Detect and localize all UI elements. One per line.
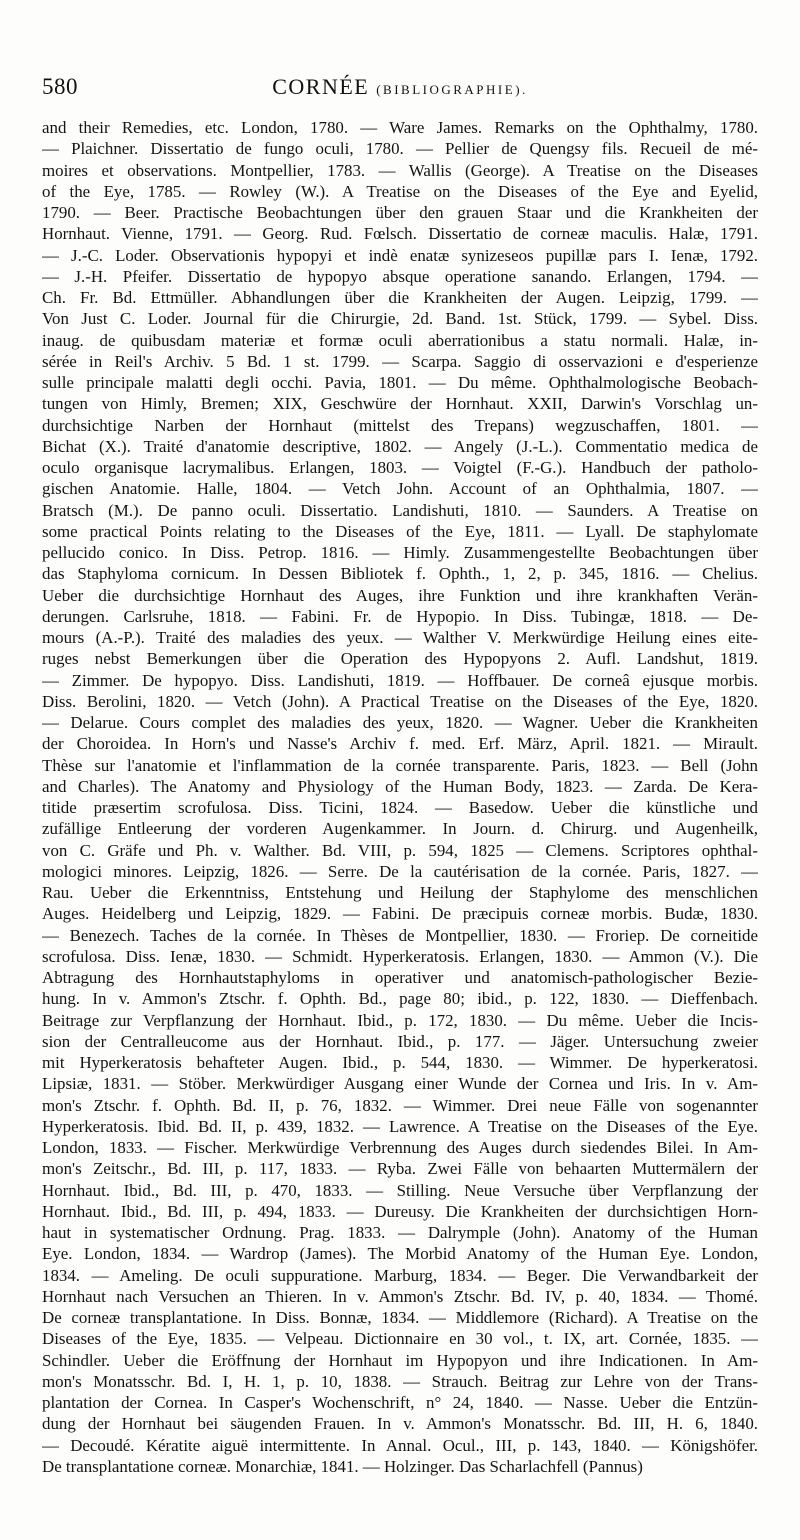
text-line: — Plaichner. Dissertatio de fungo oculi, 1780. — Pellier de Quengsy fils. Recueil de mé- xyxy=(42,139,758,159)
text-line: mon's Ztschr. f. Ophth. Bd. II, p. 76, 1832. — Wimmer. Drei neue Fälle von sogenannter xyxy=(42,1095,758,1115)
text-line: Hyperkeratosis. Ibid. Bd. II, p. 439, 1832. — Lawrence. A Treatise on the Diseases of the Eye. xyxy=(42,1116,758,1136)
text-line: and Charles). The Anatomy and Physiology of the Human Body, 1823. — Zarda. De Kera- xyxy=(42,776,758,796)
bibliography-text xyxy=(42,117,758,1477)
text-line: Thèse sur l'anatomie et l'inflammation de la cornée transparente. Paris, 1823. — Bell (John xyxy=(42,755,758,775)
text-line: titide præsertim scrofulosa. Diss. Ticini, 1824. — Basedow. Ueber die künstliche und xyxy=(42,798,758,817)
running-title-sub: (BIBLIOGRAPHIE). xyxy=(376,82,528,97)
running-title-main: CORNÉE xyxy=(272,74,370,99)
text-line: Diseases of the Eye, 1835. — Velpeau. Dictionnaire en 30 vol., t. IX, art. Cornée, 1835. — xyxy=(42,1329,758,1349)
running-title xyxy=(42,74,758,100)
text-line: mologici minores. Leipzig, 1826. — Serre. De la cautérisation de la cornée. Paris, 1827. — xyxy=(42,861,758,881)
text-line: of the Eye, 1785. — Rowley (W.). A Treatise on the Diseases of the Eye and Eyelid, xyxy=(42,181,758,201)
text-line: Ch. Fr. Bd. Ettmüller. Abhandlungen über die Krankheiten der Augen. Leipzig, 1799. — xyxy=(42,288,758,307)
text-line: mours (A.-P.). Traité des maladies des yeux. — Walther V. Merkwürdige Heilung eines eite- xyxy=(42,628,758,647)
text-line: mon's Monatsschr. Bd. I, H. 1, p. 10, 1838. — Strauch. Beitrag zur Lehre von der Trans- xyxy=(42,1371,758,1391)
text-line: haut in systematischer Ordnung. Prag. 1833. — Dalrymple (John). Anatomy of the Human xyxy=(42,1223,758,1242)
text-line: — Delarue. Cours complet des maladies des yeux, 1820. — Wagner. Ueber die Krankheiten xyxy=(42,713,758,732)
text-line: dung der Hornhaut bei säugenden Frauen. In v. Ammon's Monatsschr. Bd. III, H. 6, 1840. xyxy=(42,1414,758,1434)
text-line: London, 1833. — Fischer. Merkwürdige Verbrennung des Auges durch siedendes Bilei. In Am- xyxy=(42,1138,758,1157)
text-line: 1790. — Beer. Practische Beobachtungen über den grauen Staar und die Krankheiten der xyxy=(42,203,758,222)
text-line: — Benezech. Taches de la cornée. In Thèses de Montpellier, 1830. — Froriep. De corneitide xyxy=(42,925,758,945)
text-line: scrofulosa. Diss. Ienæ, 1830. — Schmidt. Hyperkeratosis. Erlangen, 1830. — Ammon (V.). Die xyxy=(42,946,758,966)
text-line: Bichat (X.). Traité d'anatomie descriptive, 1802. — Angely (J.-L.). Commentatio medica de xyxy=(42,436,758,456)
text-line: von C. Gräfe und Ph. v. Walther. Bd. VIII, p. 594, 1825 — Clemens. Scriptores ophthal- xyxy=(42,840,758,860)
text-line: pellucido conico. In Diss. Petrop. 1816. — Himly. Zusammengestellte Beobachtungen über xyxy=(42,543,758,562)
text-line: das Staphyloma cornicum. In Dessen Bibliotek f. Ophth., 1, 2, p. 345, 1816. — Chelius. xyxy=(42,564,758,584)
text-line: moires et observations. Montpellier, 1783. — Wallis (George). A Treatise on the Diseases xyxy=(42,160,758,180)
text-line: durchsichtige Narben der Hornhaut (mittelst des Trepans) wegzuschaffen, 1801. — xyxy=(42,415,758,435)
text-line: inaug. de quibusdam materiæ et formæ oculi aberrationibus a statu normali. Halæ, in- xyxy=(42,330,758,350)
text-line: Diss. Berolini, 1820. — Vetch (John). A Practical Treatise on the Diseases of the Eye, 1820. xyxy=(42,691,758,711)
text-line: Hornhaut. Ibid., Bd. III, p. 494, 1833. — Dureusy. Die Krankheiten der durchsichtigen Horn- xyxy=(42,1201,758,1221)
text-line: Lipsiæ, 1831. — Stöber. Merkwürdiger Ausgang einer Wunde der Cornea und Iris. In v. Am- xyxy=(42,1074,758,1094)
page-number: 580 xyxy=(42,74,78,99)
text-line: — J.-C. Loder. Observationis hypopyi et indè enatæ synizeseos pupillæ pars I. Ienæ, 1792. xyxy=(42,245,758,265)
text-line: some practical Points relating to the Diseases of the Eye, 1811. — Lyall. De staphylomate xyxy=(42,521,758,541)
text-line: Rau. Ueber die Erkenntniss, Entstehung und Heilung der Staphylome des menschlichen xyxy=(42,883,758,902)
text-line: hung. In v. Ammon's Ztschr. f. Ophth. Bd., page 80; ibid., p. 122, 1830. — Dieffenbach. xyxy=(42,989,758,1009)
text-line: Hornhaut nach Versuchen an Thieren. In v. Ammon's Ztschr. Bd. IV, p. 40, 1834. — Thomé. xyxy=(42,1286,758,1306)
text-line: ruges nebst Bemerkungen über die Operation des Hypopyons 2. Aufl. Landshut, 1819. xyxy=(42,649,758,669)
text-line: zufällige Entleerung der vorderen Augenkammer. In Journ. d. Chirurg. und Augenheilk, xyxy=(42,819,758,839)
text-line: De transplantatione corneæ. Monarchiæ, 1841. — Holzinger. Das Scharlachfell (Pannus) xyxy=(42,1456,643,1476)
text-line: — Zimmer. De hypopyo. Diss. Landishuti, 1819. — Hoffbauer. De corneâ ejusque morbis. xyxy=(42,670,758,690)
text-line: Von Just C. Loder. Journal für die Chirurgie, 2d. Band. 1st. Stück, 1799. — Sybel. Diss. xyxy=(42,309,758,329)
text-line: mon's Zeitschr., Bd. III, p. 117, 1833. — Ryba. Zwei Fälle von behaarten Muttermälern der xyxy=(42,1159,758,1179)
text-line: Ueber die durchsichtige Hornhaut des Auges, ihre Funktion und ihre krankhaften Verän- xyxy=(42,585,758,605)
text-line: 1834. — Ameling. De oculi suppuratione. Marburg, 1834. — Beger. Die Verwandbarkeit der xyxy=(42,1265,758,1285)
text-line: sion der Centralleucome aus der Hornhaut. Ibid., p. 177. — Jäger. Untersuchung zweier xyxy=(42,1031,758,1051)
text-line: Beitrage zur Verpflanzung der Hornhaut. Ibid., p. 172, 1830. — Du même. Ueber die Incis- xyxy=(42,1010,758,1030)
text-line: mit Hyperkeratosis behafteter Augen. Ibid., p. 544, 1830. — Wimmer. De hyperkeratosi. xyxy=(42,1053,758,1072)
text-line: gischen Anatomie. Halle, 1804. — Vetch John. Account of an Ophthalmia, 1807. — xyxy=(42,479,758,499)
text-line: Schindler. Ueber die Eröffnung der Hornhaut im Hypopyon und ihre Indicationen. In Am- xyxy=(42,1350,758,1370)
text-line: Abtragung des Hornhautstaphyloms in operativer und anatomisch-pathologischer Bezie- xyxy=(42,968,758,987)
text-line: Hornhaut. Ibid., Bd. III, p. 470, 1833. — Stilling. Neue Versuche über Verpflanzung der xyxy=(42,1180,758,1200)
text-line: — Decoudé. Kératite aiguë intermittente. In Annal. Ocul., III, p. 143, 1840. — Königshöfer. xyxy=(42,1435,758,1455)
text-line: De corneæ transplantatione. In Diss. Bonnæ, 1834. — Middlemore (Richard). A Treatise on the xyxy=(42,1308,758,1327)
text-line: sulle principale malatti degli occhi. Pavia, 1801. — Du même. Ophthalmologische Beobach- xyxy=(42,373,758,392)
text-line: tungen von Himly, Bremen; XIX, Geschwüre der Hornhaut. XXII, Darwin's Vorschlag un- xyxy=(42,394,758,414)
text-line: sérée in Reil's Archiv. 5 Bd. 1 st. 1799. — Scarpa. Saggio di osservazioni e d'esperienze xyxy=(42,351,758,371)
text-line: der Choroidea. In Horn's und Nasse's Archiv f. med. Erf. März, April. 1821. — Mirault. xyxy=(42,734,758,754)
text-line: Bratsch (M.). De panno oculi. Dissertatio. Landishuti, 1810. — Saunders. A Treatise on xyxy=(42,500,758,520)
text-line: Eye. London, 1834. — Wardrop (James). The Morbid Anatomy of the Human Eye. London, xyxy=(42,1244,758,1264)
text-line: plantation der Cornea. In Casper's Wochenschrift, n° 24, 1840. — Nasse. Ueber die Entzün- xyxy=(42,1393,758,1412)
text-line: — J.-H. Pfeifer. Dissertatio de hypopyo absque operatione sanando. Erlangen, 1794. — xyxy=(42,266,758,286)
text-line: Hornhaut. Vienne, 1791. — Georg. Rud. Fœlsch. Dissertatio de corneæ maculis. Halæ, 1791. xyxy=(42,224,758,244)
text-line: and their Remedies, etc. London, 1780. — Ware James. Remarks on the Ophthalmy, 1780. xyxy=(42,118,758,137)
page-header xyxy=(42,74,758,110)
text-line: derungen. Carlsruhe, 1818. — Fabini. Fr. de Hypopio. In Diss. Tubingæ, 1818. — De- xyxy=(42,606,758,626)
text-line: oculo organisque lacrymalibus. Erlangen, 1803. — Voigtel (F.-G.). Handbuch der patholo- xyxy=(42,458,758,477)
text-line: Auges. Heidelberg und Leipzig, 1829. — Fabini. De præcipuis corneæ morbis. Budæ, 1830. xyxy=(42,904,758,924)
